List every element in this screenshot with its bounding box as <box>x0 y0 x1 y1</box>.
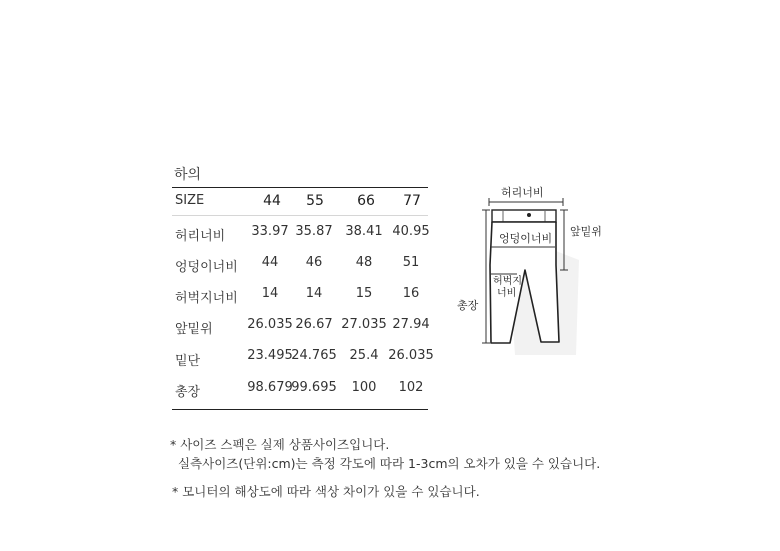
table-cell: 25.4 <box>349 348 379 363</box>
table-cell: 27.035 <box>341 317 387 332</box>
header-size-55: 55 <box>306 193 324 209</box>
table-cell: 38.41 <box>345 224 383 239</box>
table-cell: 51 <box>402 255 420 270</box>
table-header-rule <box>172 215 428 216</box>
table-cell: 14 <box>305 286 323 301</box>
table-cell: 23.495 <box>247 348 293 363</box>
table-cell: 98.679 <box>247 380 293 395</box>
header-size-44: 44 <box>263 193 281 209</box>
table-cell: 16 <box>402 286 420 301</box>
table-cell: 100 <box>351 380 377 395</box>
diagram-label-thigh-1: 허벅지 <box>493 276 522 287</box>
row-label-total-length: 총장 <box>175 385 201 400</box>
header-size-77: 77 <box>403 193 421 209</box>
table-cell: 33.97 <box>251 224 289 239</box>
table-cell: 44 <box>261 255 279 270</box>
table-cell: 46 <box>305 255 323 270</box>
row-label-front-rise: 앞밑위 <box>175 322 213 337</box>
header-size: SIZE <box>175 193 205 208</box>
table-cell: 26.035 <box>388 348 434 363</box>
table-cell: 40.95 <box>392 224 430 239</box>
table-cell: 27.94 <box>392 317 430 332</box>
diagram-label-hip: 엉덩이너비 <box>499 232 553 245</box>
note-line-2: 실측사이즈(단위:cm)는 측정 각도에 따라 1-3cm의 오차가 있을 수 있습니다. <box>178 456 601 471</box>
table-cell: 15 <box>355 286 373 301</box>
row-label-waist: 허리너비 <box>175 229 226 244</box>
row-label-thigh: 허벅지너비 <box>175 291 238 306</box>
row-label-hip: 엉덩이너비 <box>175 260 238 275</box>
table-cell: 99.695 <box>291 380 337 395</box>
diagram-label-thigh-2: 너비 <box>497 288 517 299</box>
pants-diagram <box>455 180 615 360</box>
diagram-label-front-rise: 앞밑위 <box>570 225 602 238</box>
table-cell: 14 <box>261 286 279 301</box>
table-cell: 35.87 <box>295 224 333 239</box>
note-line-1: * 사이즈 스펙은 실제 상품사이즈입니다. <box>170 437 390 452</box>
table-cell: 26.035 <box>247 317 293 332</box>
note-line-3: * 모니터의 해상도에 따라 색상 차이가 있을 수 있습니다. <box>172 484 480 499</box>
section-title: 하의 <box>174 167 202 183</box>
header-size-66: 66 <box>357 193 375 209</box>
table-top-rule <box>172 187 428 188</box>
table-cell: 26.67 <box>295 317 333 332</box>
table-cell: 102 <box>398 380 424 395</box>
table-bottom-rule <box>172 409 428 410</box>
pants-illustration <box>455 180 615 360</box>
table-cell: 48 <box>355 255 373 270</box>
row-label-hem: 밑단 <box>175 354 201 369</box>
diagram-label-total-length: 총장 <box>457 299 479 312</box>
diagram-label-waist: 허리너비 <box>501 186 544 199</box>
table-cell: 24.765 <box>291 348 337 363</box>
